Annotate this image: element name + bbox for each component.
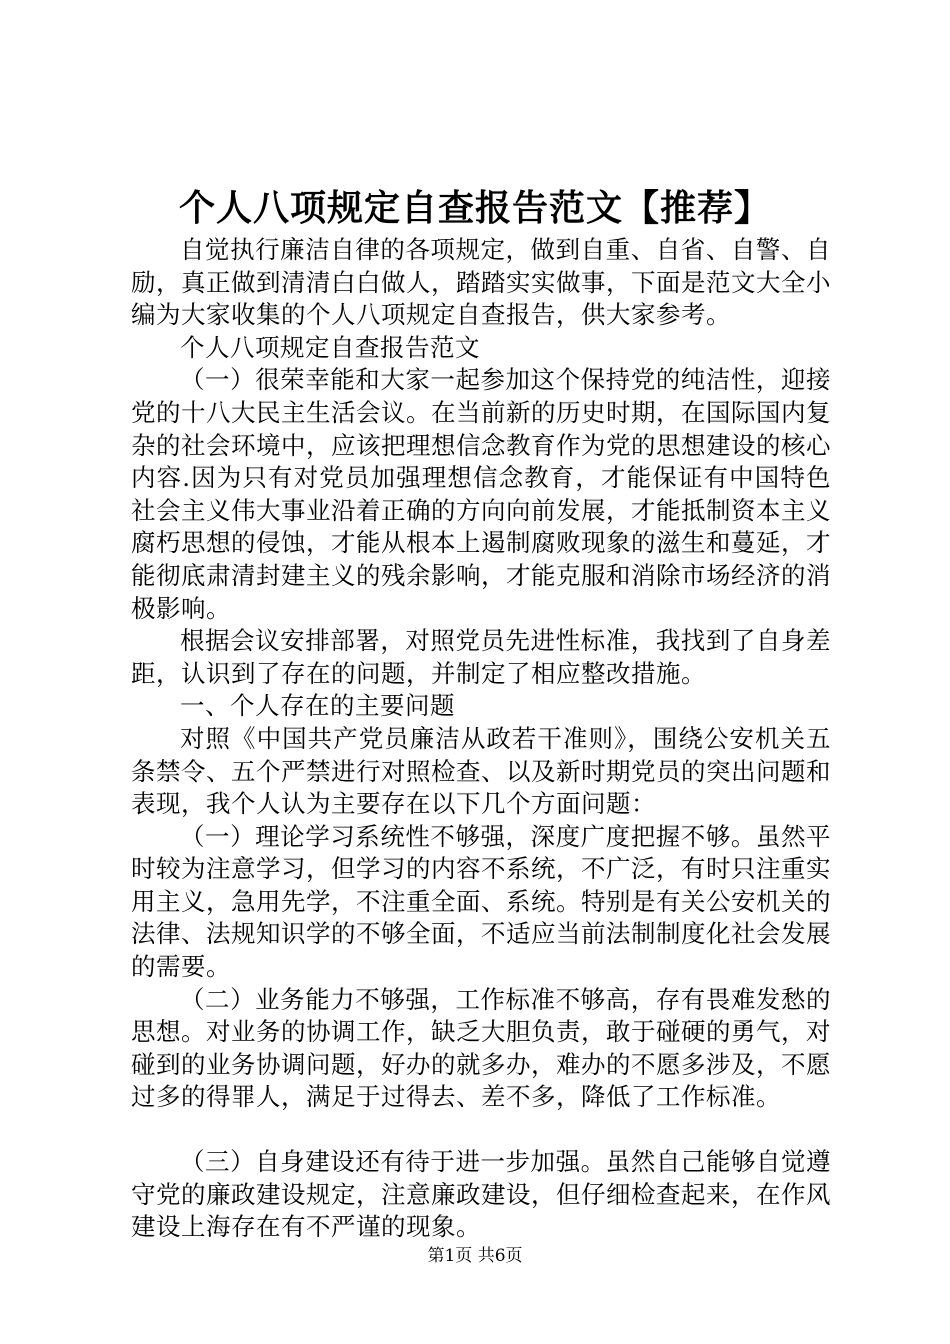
paragraph-heading-problems: 一、个人存在的主要问题 — [180, 691, 455, 721]
paragraph-subtitle: 个人八项规定自查报告范文 — [180, 332, 480, 362]
paragraph-problem-3: （三）自身建设还有待于进一步加强。虽然自己能够自觉遵守党的廉政建设规定，注意廉政建设，但仔细检查起来，在作风建设上海存在有不严谨的现象。 — [131, 1147, 831, 1242]
page-footer: 第1页 共6页 — [427, 1246, 523, 1266]
paragraph-intro: 自觉执行廉洁自律的各项规定，做到自重、自省、自警、自励，真正做到清清白白做人，踏踏实实做事，下面是范文大全小编为大家收集的个人八项规定自查报告，供大家参考。 — [131, 235, 831, 330]
document-body — [131, 234, 831, 1244]
paragraph-meeting: 根据会议安排部署，对照党员先进性标准，我找到了自身差距，认识到了存在的问题，并制定了相应整改措施。 — [131, 626, 831, 688]
document-title: 个人八项规定自查报告范文【推荐】 — [178, 187, 771, 229]
paragraph-section-1: （一）很荣幸能和大家一起参加这个保持党的纯洁性，迎接党的十八大民主生活会议。在当前新的历史时期，在国际国内复杂的社会环境中，应该把理想信念教育作为党的思想建设的核心内容.因为只有对党员加强理想信念教育，才能保证有中国特色社会主义伟大事业沿着正确的方向向前发展，才能抵制资本主义腐朽思想的侵蚀，才能从根本上遏制腐败现象的滋生和蔓延，才能彻底肃清封建主义的残余影响，才能克服和消除市场经济的消极影响。 — [131, 365, 831, 623]
paragraph-contrast: 对照《中国共产党员廉洁从政若干准则》，围绕公安机关五条禁令、五个严禁进行对照检查、以及新时期党员的突出问题和表现，我个人认为主要存在以下几个方面问题： — [131, 723, 831, 819]
paragraph-problem-2: （二）业务能力不够强，工作标准不够高，存有畏难发愁的思想。对业务的协调工作，缺乏大胆负责，敢于碰硬的勇气，对碰到的业务协调问题，好办的就多办，难办的不愿多涉及，不愿过多的得罪人，满足于过得去、差不多，降低了工作标准。 — [131, 984, 831, 1112]
paragraph-problem-1: （一）理论学习系统性不够强，深度广度把握不够。虽然平时较为注意学习，但学习的内容不系统，不广泛，有时只注重实用主义，急用先学，不注重全面、系统。特别是有关公安机关的法律、法规知识学的不够全面，不适应当前法制制度化社会发展的需要。 — [131, 821, 831, 982]
